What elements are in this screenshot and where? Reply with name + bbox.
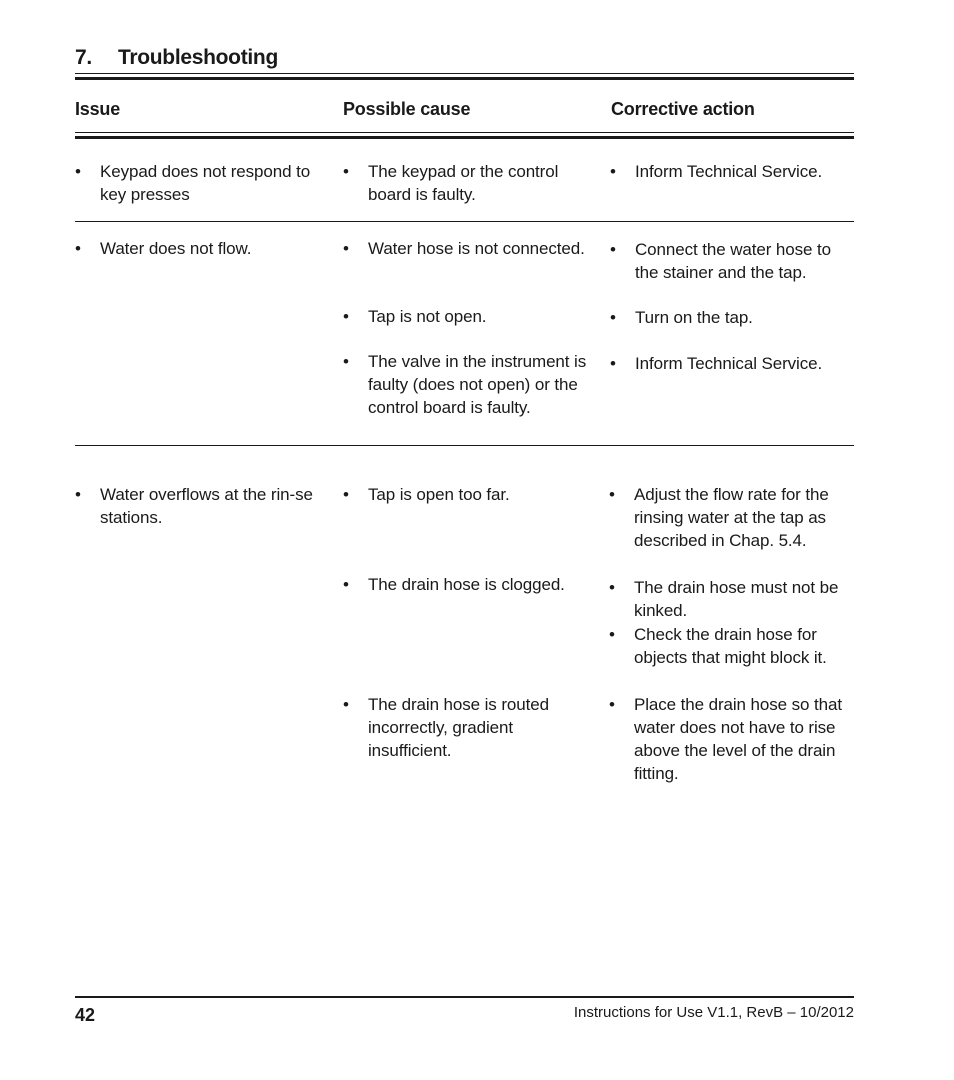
table-row-1-action: • Inform Technical Service. (610, 162, 823, 181)
table-row-1-issue (75, 160, 320, 206)
action-text: Inform Technical Service. (635, 354, 823, 373)
section-number: 7. (75, 46, 92, 69)
action-text: Place the drain hose so that water does not have to rise above the level of the drain fitting. (634, 695, 842, 783)
cause-text: Water hose is not connected. (368, 239, 585, 258)
table-row-1-cause: • The keypad or the control board is faulty. (343, 162, 559, 204)
table-row-2-issue: • Water does not flow. (75, 239, 252, 258)
cause-text: Tap is open too far. (368, 485, 510, 504)
cause-text: The drain hose is clogged. (368, 575, 565, 594)
header-rule-thick (75, 136, 854, 139)
table-row-3-action-4: • Place the drain hose so that water does not have to rise above the level of the drain fitting. (609, 695, 842, 783)
issue-text: Water overflows at the rin-se stations. (100, 485, 313, 527)
table-row-2-action-1: • Connect the water hose to the stainer and the tap. (610, 240, 831, 282)
table-row-2-action-3: • Inform Technical Service. (610, 354, 823, 373)
table-row-2-cause-1: • Water hose is not connected. (343, 239, 585, 258)
table-row-3-issue: • Water overflows at the rin-se stations. (75, 485, 313, 527)
page-number: 42 (75, 1005, 96, 1025)
row-divider-2 (75, 445, 854, 446)
table-row-3-action-1: • Adjust the flow rate for the rinsing water at the tap as described in Chap. 5.4. (609, 485, 829, 550)
cause-text: The valve in the instrument is faulty (does not open) or the control board is faulty. (368, 352, 587, 417)
table-row-3-action-2: • The drain hose must not be kinked. (609, 578, 839, 620)
action-text: Check the drain hose for objects that might block it. (634, 625, 827, 667)
action-text: Connect the water hose to the stainer and the tap. (635, 240, 831, 282)
table-row-2-cause-2: • Tap is not open. (343, 307, 487, 326)
table-row-2-action-2: • Turn on the tap. (610, 308, 753, 327)
document-info: Instructions for Use V1.1, RevB – 10/2012 (573, 1004, 854, 1021)
issue-text: Water does not flow. (100, 239, 252, 258)
action-text: Adjust the flow rate for the rinsing water at the tap as described in Chap. 5.4. (634, 485, 829, 550)
cause-text: The keypad or the control board is faulty. (368, 162, 559, 204)
table-row-3-cause-1: • Tap is open too far. (343, 485, 510, 504)
column-header-action: Corrective action (611, 99, 755, 119)
table-row-3-action-3: • Check the drain hose for objects that might block it. (609, 625, 827, 667)
heading-rule-thick (75, 77, 854, 80)
column-header-issue: Issue (75, 99, 121, 119)
cause-text: Tap is not open. (368, 307, 487, 326)
row-divider-1 (75, 221, 854, 222)
bullet-glyph: • (75, 162, 81, 181)
header-rule-thin (75, 132, 854, 133)
footer-rule (75, 996, 854, 998)
table-row-2-cause-3: • The valve in the instrument is faulty (does not open) or the control board is faulty. (343, 352, 587, 417)
table-row-3-cause-3: • The drain hose is routed incorrectly, gradient insufficient. (343, 695, 549, 760)
heading-rule-thin (75, 73, 854, 74)
action-text: Inform Technical Service. (635, 162, 823, 181)
action-text: Turn on the tap. (635, 308, 753, 327)
table-row-3-cause-2: • The drain hose is clogged. (343, 575, 565, 594)
section-title: Troubleshooting (118, 46, 278, 69)
action-text: The drain hose must not be kinked. (634, 578, 839, 620)
cause-text: The drain hose is routed incorrectly, gradient insufficient. (368, 695, 549, 760)
column-header-cause: Possible cause (343, 99, 471, 119)
issue-text: Keypad does not respond to key presses (100, 162, 311, 204)
